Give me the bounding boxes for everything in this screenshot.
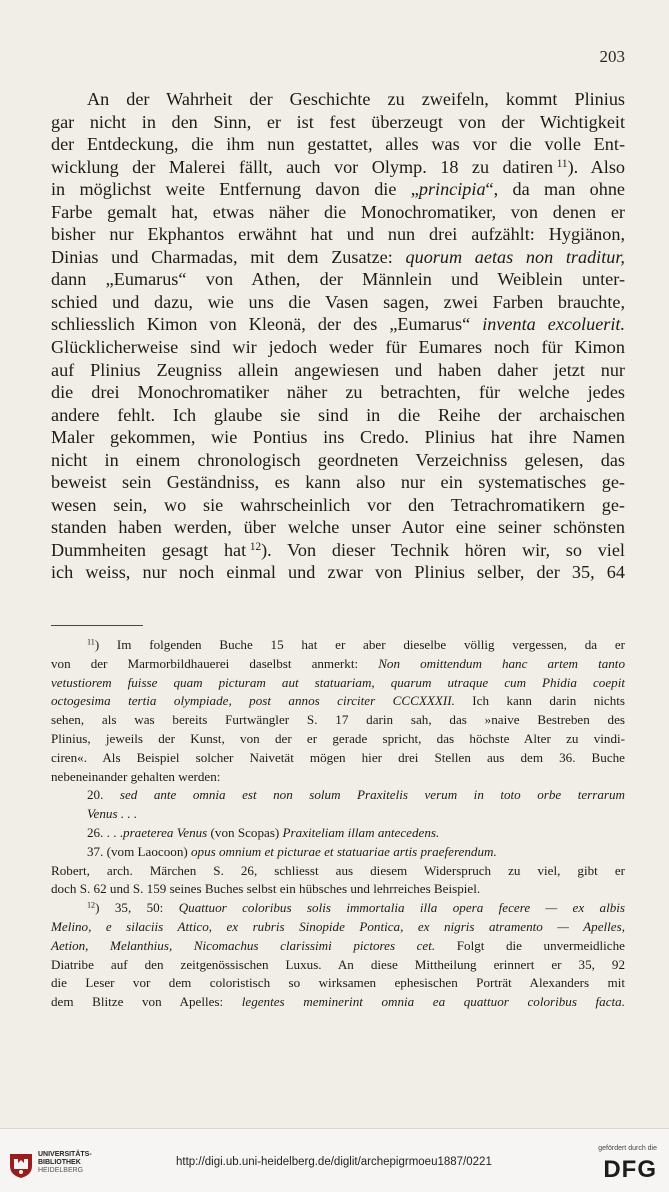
- text-line: in möglichst weite Entfernung davon die „principia“, da man ohne: [51, 179, 626, 200]
- quote-20: 20. sed ante omnia est non solum Praxitelis verum in toto orbe terrarum: [87, 787, 626, 803]
- text-line: An der Wahrheit der Geschichte zu zweifeln, kommt Plinius: [87, 89, 625, 109]
- text-line: auf Plinius Zeugniss allein angewiesen und haben daher jetzt nur: [51, 359, 625, 380]
- footnote-line: von der Marmorbildhauerei daselbst anmerkt: Non omittendum hanc artem tanto: [51, 655, 625, 671]
- footnotes: [51, 636, 625, 1012]
- text-line: wicklung der Malerei fällt, auch vor Olymp. 18 zu datiren $^{11}$). Also: [51, 156, 625, 177]
- text-line: beweist sein Geständniss, es kann also nur ein systematisches ge-: [51, 472, 625, 493]
- footnote-ref-11: 11: [556, 157, 568, 170]
- quote-20-cont: Venus . . .: [87, 806, 138, 822]
- footnote-line: vetustiorem fuisse quam picturam aut statuariam, quarum utraque cum Phidia coepit: [51, 674, 625, 690]
- viewer-footer: [0, 1128, 669, 1192]
- footnote-line: octogesima tertia olympiade, post annos circiter CCCXXXII. Ich kann darin nichts: [51, 693, 625, 709]
- text-line: Dinias und Charmadas, mit dem Zusatze: quorum aetas non traditur,: [51, 246, 625, 267]
- text-line: Dummheiten gesagt hat $^{12}$). Von dieser Technik hören wir, so viel: [51, 539, 625, 560]
- footnote-line: Aetion, Melanthius, Nicomachus clarissimi pictores cet. Folgt die unvermeidliche: [51, 937, 625, 953]
- main-text: [51, 88, 625, 584]
- text-line: Glücklicherweise sind wir jedoch weder für Eumares noch für Kimon: [51, 337, 625, 358]
- university-library-logo[interactable]: UNIVERSITÄTS- BIBLIOTHEK HEIDELBERG: [38, 1151, 92, 1175]
- footnote-line: sehen, als was bereits Furtwängler S. 17 darin sah, das »naive Bestreben des: [51, 712, 625, 728]
- permalink-url[interactable]: http://digi.ub.uni-heidelberg.de/diglit/archepigrmoeu1887/0221: [176, 1156, 492, 1168]
- footnote-line: nebeneinander gehalten werden:: [51, 768, 221, 784]
- text-line: Maler gekommen, wie Pontius ins Credo. Plinius hat ihre Namen: [51, 427, 625, 448]
- text-line: ich weiss, nur noch einmal und zwar von Plinius selber, der 35, 64: [51, 562, 625, 583]
- text-line: wesen sein, wo sie wahrscheinlich vor den Tetrachromatikern ge-: [51, 494, 625, 515]
- text-line: die drei Monochromatiker näher zu betrachten, für welche jedes: [51, 382, 625, 403]
- text-line: Farbe gemalt hat, etwas näher die Monochromatiker, von denen er: [51, 201, 625, 222]
- footnote-line: ciren«. Als Beispiel solcher Naivetät mögen hier drei Stellen aus dem 36. Buche: [51, 749, 625, 765]
- page-number: 203: [599, 47, 625, 66]
- quote-26: 26. . . .praeterea Venus (von Scopas) Praxiteliam illam antecedens.: [87, 824, 440, 840]
- text-line: der Entdeckung, die ihm nun gestattet, alles was vor die volle Ent-: [51, 134, 625, 155]
- text-line: bisher nur Ekphantos erwähnt hat und nun drei aufzählt: Hygiänon,: [51, 224, 625, 245]
- footnote-divider: [51, 625, 143, 626]
- text-line: schliesslich Kimon von Kleonä, der des „Eumarus“ inventa excoluerit.: [51, 314, 626, 335]
- dfg-logo[interactable]: DFG: [603, 1156, 657, 1183]
- footnote-line: die Leser vor dem coloristisch so wirksamen ephesischen Porträt Alexanders mit: [51, 975, 625, 991]
- university-seal-icon: [8, 1151, 34, 1179]
- footnote-12: $^{12}$) 35, 50: Quattuor coloribus solis immortalia illa opera fecere — ex albis: [87, 900, 626, 916]
- footnote-11: $^{11}$) Im folgenden Buche 15 hat er aber dieselbe völlig vergessen, da er: [87, 637, 625, 652]
- footnote-ref-12: 12: [249, 540, 262, 553]
- text-line: andere fehlt. Ich glaube sie sind in die Reihe der archaischen: [51, 404, 625, 425]
- text-line: standen haben werden, über welche unser Autor eine seiner schönsten: [51, 517, 625, 538]
- footnote-line: Plinius, jeweils der Kunst, von der er gerade spricht, das höchste Alter zu vindi-: [51, 730, 625, 746]
- footnote-line: Diatribe auf den zeitgenössischen Luxus. An diese Mittheilung erinnert er 35, 92: [51, 956, 625, 972]
- footnote-line: Melino, e silaciis Attico, ex rubris Sinopide Pontica, ex nigris atramento — Apelles,: [51, 918, 625, 934]
- text-line: dann „Eumarus“ von Athen, der Männlein und Weiblein unter-: [51, 269, 625, 290]
- text-line: schied und dazu, wie uns die Vasen sagen, zwei Farben brauchte,: [51, 291, 625, 312]
- text-line: gar nicht in den Sinn, er ist fest überzeugt von der Wichtigkeit: [51, 111, 625, 132]
- footnote-line: doch S. 62 und S. 159 seines Buches selbst ein hübsches und lehrreiches Beispiel.: [51, 881, 481, 897]
- footnote-line: Robert, arch. Märchen S. 26, schliesst aus diesem Widerspruch zu viel, gibt er: [51, 862, 625, 878]
- funding-note: gefördert durch die: [598, 1145, 657, 1152]
- footnote-line: dem Blitze von Apelles: legentes meminerint omnia ea quattuor coloribus facta.: [51, 994, 625, 1010]
- text-line: nicht in einem chronologisch geordneten Verzeichniss gelesen, das: [51, 449, 625, 470]
- quote-37: 37. (vom Laocoon) opus omnium et picturae et statuariae artis praeferendum.: [87, 843, 497, 859]
